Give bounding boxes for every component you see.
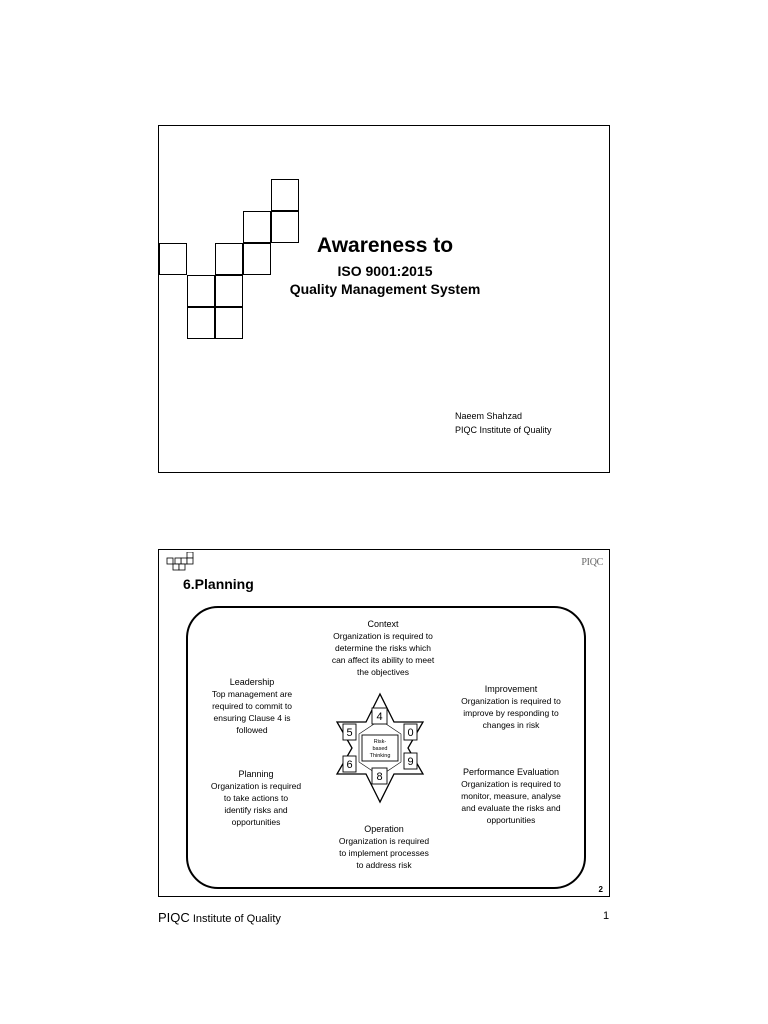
operation-text: to address risk (356, 860, 412, 870)
decor-square (215, 307, 243, 339)
context-text: Organization is required to (333, 631, 433, 641)
context-heading: Context (367, 619, 399, 629)
star-number: 9 (407, 756, 414, 768)
star-number: 4 (376, 711, 383, 723)
leadership-text: followed (236, 725, 268, 735)
risk-star-diagram (335, 692, 425, 804)
star-number: 5 (346, 727, 353, 739)
footer-brand: PIQC (158, 910, 190, 925)
star-number: 8 (376, 771, 383, 783)
author-organization: PIQC Institute of Quality (455, 425, 552, 435)
operation-text: to implement processes (339, 848, 429, 858)
star-number: 0 (407, 727, 414, 739)
performance-block (441, 766, 581, 826)
planning-slide (158, 549, 610, 897)
slide-subtitle-standard: ISO 9001:2015 (337, 263, 433, 279)
decor-square (271, 179, 299, 211)
slide-main-title: Awareness to (316, 234, 454, 257)
improvement-text: changes in risk (482, 720, 540, 730)
performance-text: monitor, measure, analyse (461, 791, 561, 801)
context-text: can affect its ability to meet (331, 655, 435, 665)
star-center-text: based (372, 746, 388, 752)
improvement-text: improve by responding to (463, 708, 559, 718)
performance-text: opportunities (486, 815, 536, 825)
planning-text: Organization is required (210, 781, 302, 791)
planning-text: opportunities (231, 817, 281, 827)
planning-block (191, 768, 321, 828)
star-center-text: Thinking (369, 753, 391, 759)
context-text: the objectives (357, 667, 409, 677)
footer-institute: Institute of Quality (192, 913, 281, 925)
improvement-block (441, 683, 581, 731)
page-number: 1 (603, 910, 610, 922)
leadership-heading: Leadership (229, 677, 275, 687)
planning-heading: Planning (238, 769, 274, 779)
slide-title: 6.Planning (183, 576, 254, 592)
slide-page-number: 2 (598, 885, 603, 894)
context-text: determine the risks which (335, 643, 431, 653)
performance-text: and evaluate the risks and (461, 803, 561, 813)
piqc-logo: PIQC (581, 557, 603, 568)
planning-text: identify risks and (224, 805, 288, 815)
corner-squares-icon (165, 552, 195, 574)
star-center-text: Risk- (373, 739, 387, 745)
author-name: Naeem Shahzad (455, 411, 523, 421)
leadership-text: required to commit to (212, 701, 292, 711)
operation-text: Organization is required (338, 836, 430, 846)
star-number: 6 (346, 759, 353, 771)
improvement-heading: Improvement (484, 684, 538, 694)
slide-subtitle-system: Quality Management System (289, 281, 481, 297)
performance-text: Organization is required to (461, 779, 561, 789)
context-block (313, 618, 453, 678)
decor-square (187, 307, 215, 339)
improvement-text: Organization is required to (461, 696, 561, 706)
leadership-text: Top management are (211, 689, 293, 699)
page-footer-brand (158, 910, 281, 925)
performance-heading: Performance Evaluation (462, 767, 560, 777)
leadership-block (187, 676, 317, 736)
title-slide (158, 125, 610, 473)
operation-block (319, 823, 449, 871)
leadership-text: ensuring Clause 4 is (213, 713, 291, 723)
operation-heading: Operation (364, 824, 404, 834)
planning-text: to take actions to (223, 793, 289, 803)
